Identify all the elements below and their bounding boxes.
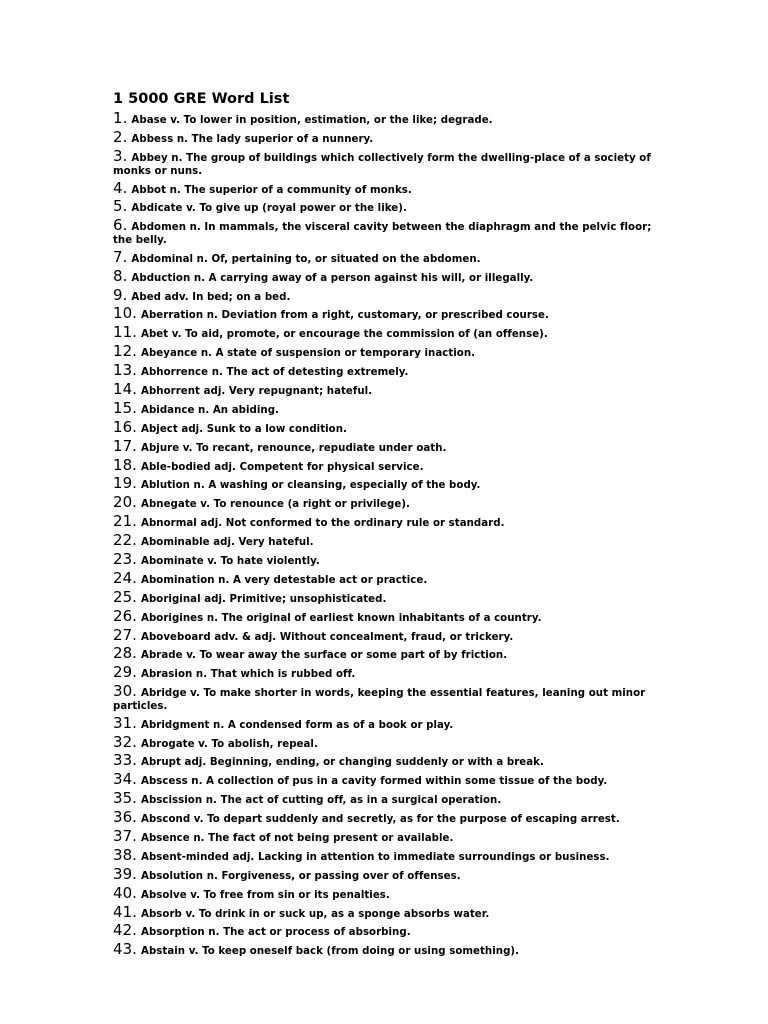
entry-definition: Abscission n. The act of cutting off, as in a surgical operation. [141,795,502,807]
entry-definition: Abdominal n. Of, pertaining to, or situated on the abdomen. [131,253,481,265]
entry-definition: Abomination n. A very detestable act or practice. [141,574,428,586]
entry-number: 28. [113,644,138,663]
entry-number: 7. [113,247,128,266]
word-entry [113,625,653,644]
entry-definition: Absence n. The fact of not being present or available. [141,832,454,844]
entry-number: 3. [113,147,128,166]
entry-number: 34. [113,770,138,789]
word-entry [113,247,653,266]
entry-definition: Abbess n. The lady superior of a nunnery. [131,134,374,146]
entry-number: 23. [113,549,138,568]
entry-number: 39. [113,864,138,883]
entry-number: 31. [113,713,138,732]
entry-number: 33. [113,751,138,770]
entry-definition: Abidance n. An abiding. [141,404,279,416]
word-entry [113,417,653,436]
entry-number: 17. [113,436,138,455]
entry-number: 42. [113,921,138,940]
entry-number: 12. [113,342,138,361]
entry-definition: Abeyance n. A state of suspension or temporary inaction. [141,348,476,360]
entry-number: 9. [113,285,128,304]
entry-definition: Aberration n. Deviation from a right, customary, or prescribed course. [141,310,549,322]
word-entry [113,323,653,342]
entry-number: 11. [113,323,138,342]
entry-definition: Ablution n. A washing or cleansing, especially of the body. [141,480,481,492]
word-entry [113,940,653,959]
word-entry [113,864,653,883]
word-entry [113,531,653,550]
word-entry [113,285,653,304]
entry-definition: Abhorrence n. The act of detesting extremely. [141,367,409,379]
entry-definition: Absolution n. Forgiveness, or passing over of offenses. [141,870,461,882]
word-entry [113,380,653,399]
word-list [113,109,653,959]
word-entry [113,109,653,128]
word-entry [113,216,653,247]
word-entry [113,512,653,531]
entry-definition: Abnegate v. To renounce (a right or privilege). [141,499,410,511]
entry-definition: Absorb v. To drink in or suck up, as a sponge absorbs water. [141,908,490,920]
word-entry [113,827,653,846]
entry-definition: Absolve v. To free from sin or its penalties. [141,889,390,901]
entry-number: 16. [113,417,138,436]
entry-number: 15. [113,398,138,417]
entry-number: 8. [113,266,128,285]
document-page [113,89,653,959]
entry-number: 25. [113,587,138,606]
entry-definition: Abridge v. To make shorter in words, keeping the essential features, leaning out minor particles. [113,688,646,712]
entry-number: 43. [113,940,138,959]
word-entry [113,732,653,751]
word-entry [113,197,653,216]
entry-definition: Aboveboard adv. & adj. Without concealment, fraud, or trickery. [141,631,514,643]
word-entry [113,455,653,474]
entry-definition: Abscess n. A collection of pus in a cavity formed within some tissue of the body. [141,776,608,788]
word-entry [113,713,653,732]
entry-definition: Absent-minded adj. Lacking in attention to immediate surroundings or business. [141,851,610,863]
entry-definition: Abnormal adj. Not conformed to the ordinary rule or standard. [141,518,505,530]
word-entry [113,682,653,713]
word-entry [113,770,653,789]
word-entry [113,663,653,682]
entry-definition: Abbot n. The superior of a community of monks. [131,184,412,196]
entry-definition: Abstain v. To keep oneself back (from doing or using something). [141,946,520,958]
title-text: 5000 GRE Word List [128,91,290,107]
word-entry [113,606,653,625]
entry-number: 13. [113,361,138,380]
entry-number: 10. [113,304,138,323]
word-entry [113,587,653,606]
entry-definition: Abed adv. In bed; on a bed. [131,291,291,303]
entry-definition: Abdicate v. To give up (royal power or the like). [131,203,407,215]
entry-definition: Abet v. To aid, promote, or encourage the commission of (an offense). [141,329,548,341]
entry-definition: Abrade v. To wear away the surface or some part of by friction. [141,650,508,662]
entry-definition: Abduction n. A carrying away of a person against his will, or illegally. [131,272,534,284]
entry-definition: Abjure v. To recant, renounce, repudiate under oath. [141,442,447,454]
entry-number: 27. [113,625,138,644]
word-entry [113,921,653,940]
entry-definition: Abase v. To lower in position, estimation, or the like; degrade. [131,115,493,127]
word-entry [113,398,653,417]
entry-definition: Abrogate v. To abolish, repeal. [141,738,318,750]
entry-definition: Abdomen n. In mammals, the visceral cavity between the diaphragm and the pelvic floor; the belly. [113,222,652,246]
word-entry [113,883,653,902]
word-entry [113,902,653,921]
word-entry [113,568,653,587]
entry-number: 35. [113,789,138,808]
entry-number: 41. [113,902,138,921]
entry-number: 22. [113,531,138,550]
entry-definition: Abject adj. Sunk to a low condition. [141,423,347,435]
entry-number: 32. [113,732,138,751]
entry-definition: Abscond v. To depart suddenly and secretly, as for the purpose of escaping arrest. [141,814,620,826]
entry-definition: Abominable adj. Very hateful. [141,537,314,549]
entry-definition: Aborigines n. The original of earliest known inhabitants of a country. [141,612,542,624]
word-entry [113,436,653,455]
entry-definition: Abhorrent adj. Very repugnant; hateful. [141,385,373,397]
entry-number: 2. [113,128,128,147]
word-entry [113,493,653,512]
entry-number: 19. [113,474,138,493]
entry-number: 14. [113,379,138,398]
word-entry [113,789,653,808]
word-entry [113,361,653,380]
entry-number: 38. [113,845,138,864]
entry-number: 1. [113,109,128,128]
entry-definition: Aboriginal adj. Primitive; unsophisticated. [141,593,387,605]
entry-number: 6. [113,216,128,235]
entry-definition: Able-bodied adj. Competent for physical service. [141,461,424,473]
title-number: 1 [113,91,124,107]
entry-definition: Absorption n. The act or process of absorbing. [141,927,411,939]
entry-number: 36. [113,808,138,827]
word-entry [113,304,653,323]
word-entry [113,474,653,493]
entry-number: 5. [113,197,128,216]
word-entry [113,178,653,197]
entry-number: 4. [113,178,128,197]
entry-number: 24. [113,568,138,587]
word-entry [113,550,653,569]
word-entry [113,644,653,663]
word-entry [113,845,653,864]
entry-number: 26. [113,606,138,625]
word-entry [113,808,653,827]
entry-number: 21. [113,512,138,531]
entry-number: 30. [113,682,138,701]
entry-number: 18. [113,455,138,474]
word-entry [113,266,653,285]
entry-definition: Abominate v. To hate violently. [141,555,320,567]
entry-number: 20. [113,493,138,512]
entry-number: 37. [113,826,138,845]
entry-definition: Abrupt adj. Beginning, ending, or changing suddenly or with a break. [141,757,544,769]
document-title [113,89,653,109]
word-entry [113,342,653,361]
word-entry [113,128,653,147]
entry-definition: Abrasion n. That which is rubbed off. [141,669,356,681]
word-entry [113,751,653,770]
entry-definition: Abbey n. The group of buildings which collectively form the dwelling-place of a society of monks or nuns. [113,153,651,177]
word-entry [113,147,653,178]
entry-number: 40. [113,883,138,902]
entry-number: 29. [113,663,138,682]
entry-definition: Abridgment n. A condensed form as of a book or play. [141,719,454,731]
